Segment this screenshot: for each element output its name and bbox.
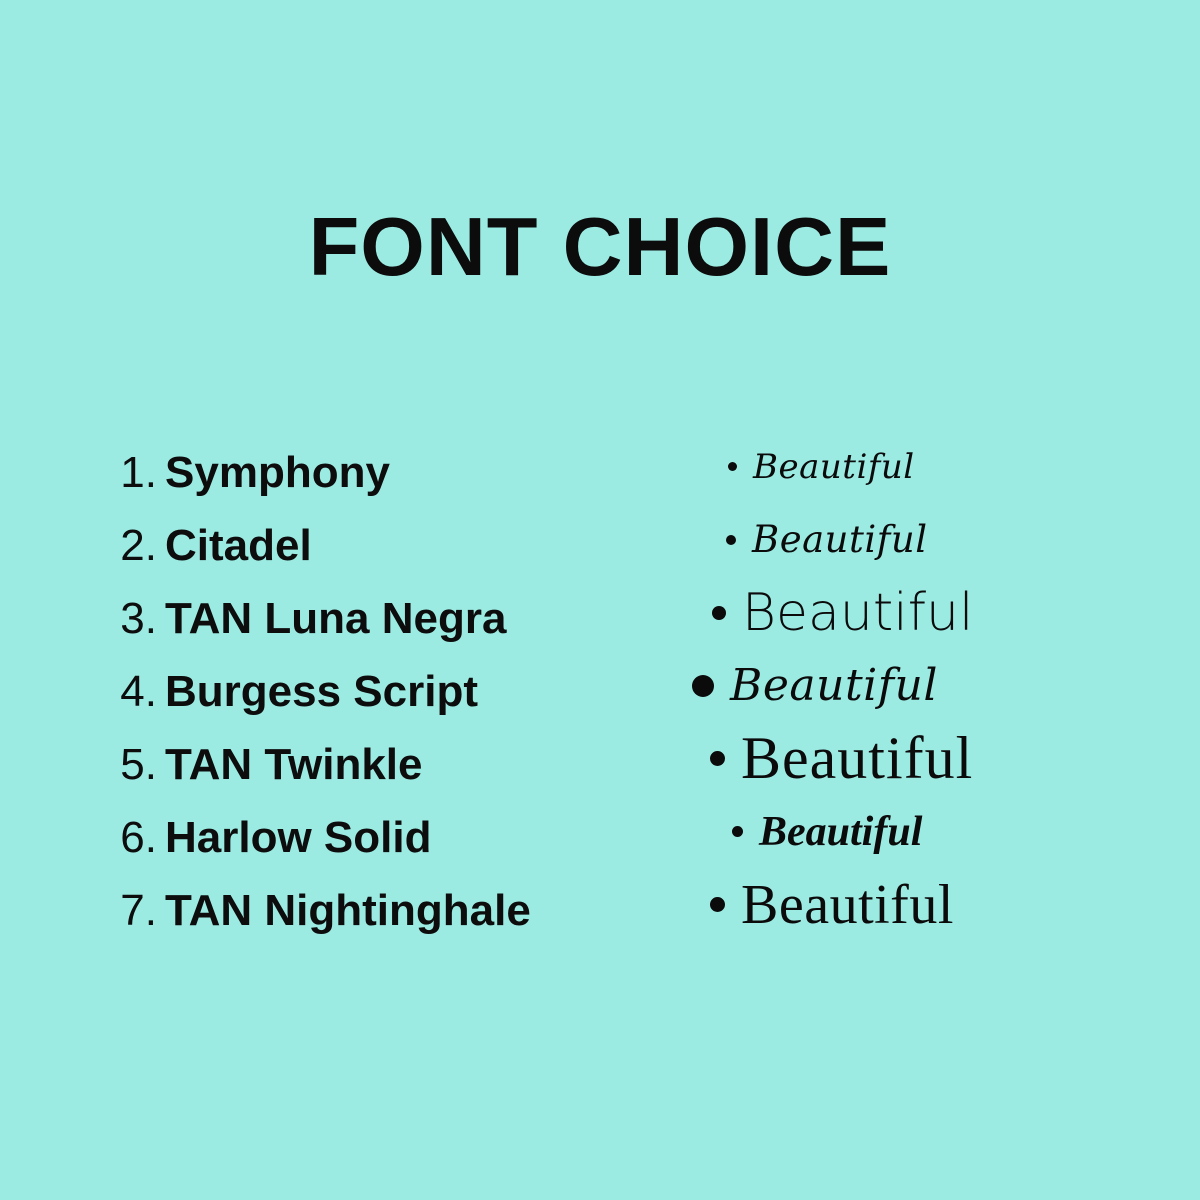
list-item [660, 503, 1180, 576]
list-item-label: TAN Nightinghale [165, 886, 531, 935]
font-sample-text: Beautiful [742, 582, 974, 643]
bullet-icon [732, 826, 743, 837]
list-item-number: 7. [120, 886, 157, 935]
list-item [95, 448, 635, 521]
list-item [660, 795, 1180, 868]
font-sample-text: Beautiful [752, 518, 928, 561]
list-item [95, 521, 635, 594]
list-item-label: TAN Luna Negra [165, 594, 507, 643]
font-sample-text: Beautiful [759, 808, 923, 855]
font-name-list [95, 448, 635, 959]
font-sample-text: Beautiful [753, 446, 915, 487]
list-item-label: TAN Twinkle [165, 740, 423, 789]
list-item [95, 594, 635, 667]
font-sample-text: Beautiful [741, 873, 954, 936]
bullet-icon [712, 606, 726, 620]
font-sample-text: Beautiful [730, 660, 938, 711]
bullet-icon [710, 751, 725, 766]
list-item [95, 740, 635, 813]
bullet-icon [710, 897, 725, 912]
list-item-label: Harlow Solid [165, 813, 432, 862]
list-item [660, 576, 1180, 649]
font-sample-list [660, 430, 1180, 941]
list-item-label: Citadel [165, 521, 312, 570]
list-item [95, 886, 635, 959]
list-item-label: Symphony [165, 448, 390, 497]
list-item-number: 1. [120, 448, 157, 497]
list-item-number: 5. [120, 740, 157, 789]
bullet-icon [728, 462, 737, 471]
bullet-icon [726, 535, 736, 545]
list-item-number: 4. [120, 667, 157, 716]
list-item [95, 667, 635, 740]
content-columns [0, 430, 1200, 990]
list-item [660, 722, 1180, 795]
bullet-icon [692, 675, 714, 697]
list-item [95, 813, 635, 886]
list-item-number: 6. [120, 813, 157, 862]
list-item-label: Burgess Script [165, 667, 478, 716]
list-item [660, 430, 1180, 503]
list-item [660, 868, 1180, 941]
font-sample-text: Beautiful [741, 725, 974, 791]
list-item [660, 649, 1180, 722]
list-item-number: 3. [120, 594, 157, 643]
list-item-number: 2. [120, 521, 157, 570]
page-title: FONT CHOICE [308, 200, 892, 293]
